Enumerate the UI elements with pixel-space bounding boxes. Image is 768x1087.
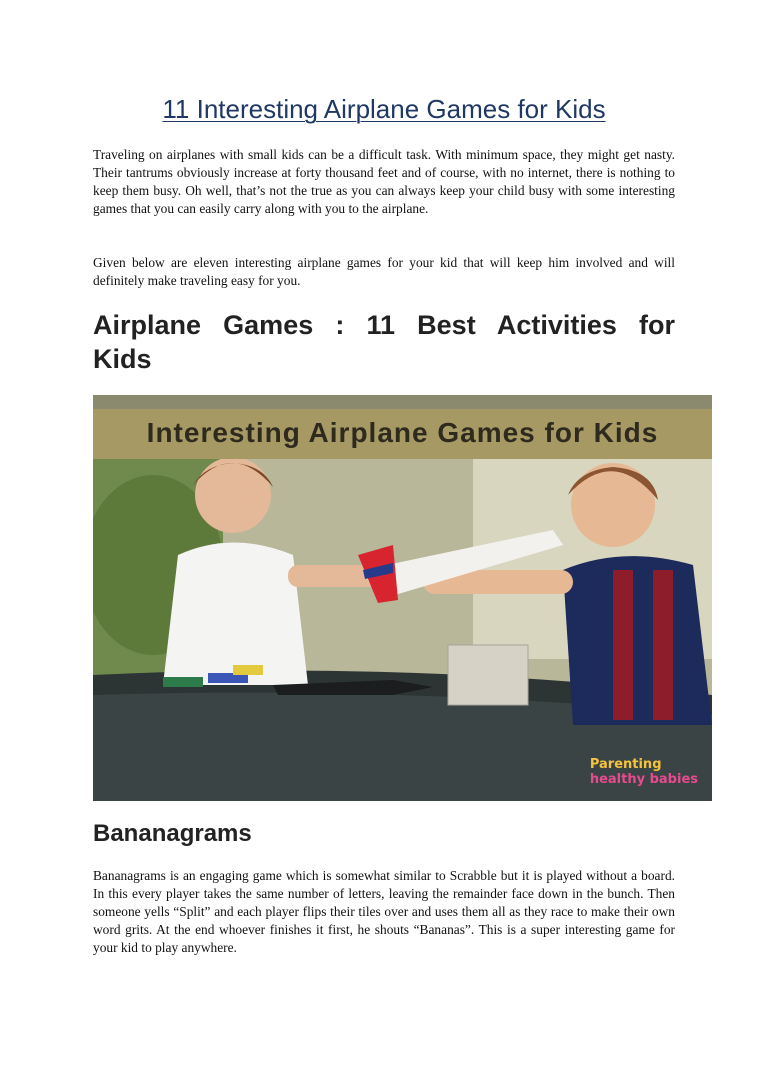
subsection-heading: Bananagrams	[93, 820, 252, 847]
intro-paragraph-1: Traveling on airplanes with small kids can be a difficult task. With minimum space, they might get nasty. Their tantrums obviously increase at forty thousand feet and of course, with no internet, there is nothing to keep them busy. Oh well, that’s not the true as you can always keep your child busy with some interesting games that you can easily carry along with you to the airplane.	[93, 147, 675, 216]
brand-logo-line-2: healthy babies	[589, 772, 698, 787]
section-heading-line-1: Airplane Games : 11 Best Activities for	[93, 310, 675, 340]
intro-paragraph-2: Given below are eleven interesting airplane games for your kid that will keep him involved and will definitely make traveling easy for you.	[93, 255, 675, 288]
subsection-body: Bananagrams is an engaging game which is somewhat similar to Scrabble but it is played without a board. In this every player takes the same number of letters, leaving the remainder face down in the bunch. Then someone yells “Split” and each player flips their tiles over and uses them all as they race to make their own word grits. At the end whoever finishes it first, he shouts “Bananas”. This is a super interesting game for your kid to play anywhere.	[93, 868, 675, 955]
brand-logo	[590, 757, 698, 787]
section-heading-line-2: Kids	[93, 344, 152, 374]
page-title: 11 Interesting Airplane Games for Kids	[162, 94, 606, 124]
brand-logo-line-1: Parenting	[589, 757, 662, 772]
photo-banner-text: Interesting Airplane Games for Kids	[146, 417, 659, 448]
kids-airplane-photo	[93, 395, 712, 801]
section-heading	[93, 308, 675, 376]
